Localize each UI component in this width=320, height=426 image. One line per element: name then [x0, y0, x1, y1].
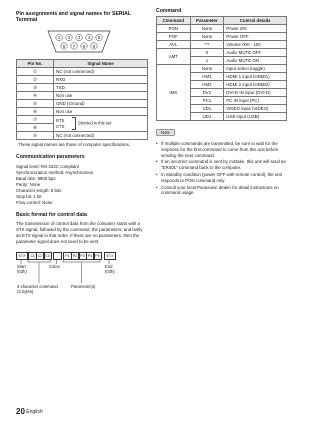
detail-cell: Power ON	[224, 25, 287, 33]
pin-cell: ⑥	[17, 108, 54, 116]
signal-cell: Non use	[54, 108, 148, 116]
left-column	[16, 11, 148, 307]
param-cell: ***	[190, 41, 224, 49]
frame-box-colon: :	[53, 252, 62, 260]
table-row	[157, 41, 287, 49]
signal-rts: RTS	[56, 117, 65, 123]
footer-language: English	[26, 408, 43, 415]
detail-cell: Audio MUTE OFF	[224, 49, 287, 57]
param-cell: DV1	[190, 89, 224, 97]
comm-param: Signal level: RS-232C compliant	[16, 163, 79, 169]
note-item: • If an incorrect command is sent by mistake, this unit will send an "ER401" command back to the computer.	[156, 159, 287, 171]
note-item: • In Standby condition (power OFF with remote control), the unit responds to PON command only.	[156, 172, 287, 184]
frame-box-p1: P1	[63, 252, 72, 260]
comm-param: Parity: None	[16, 181, 41, 187]
frame-format-diagram	[16, 249, 148, 307]
pin-label: 9	[92, 43, 96, 49]
command-table	[156, 16, 287, 121]
pin-cell: ⑤	[17, 100, 54, 108]
table-row	[17, 108, 148, 116]
cmd-cell: AMT	[157, 49, 191, 65]
frame-box-stx: STX	[16, 252, 28, 260]
table-row	[17, 100, 148, 108]
frame-box-c2: C2	[36, 252, 45, 260]
command-label: 3-character command	[17, 283, 58, 289]
detail-cell: VIDEO input (VIDEO)	[224, 105, 287, 113]
pin-label: 3	[77, 35, 81, 41]
pin-cell: ①	[17, 68, 54, 76]
command-heading: Command	[156, 8, 182, 14]
pin-label: 2	[67, 35, 71, 41]
frame-box-p5: P5	[93, 252, 102, 260]
pin-heading: Pin assignments and signal names for SERIAL Terminal	[16, 11, 131, 24]
param-cell: 1	[190, 57, 224, 65]
table-row	[157, 49, 287, 57]
comm-param: Flow control: None	[16, 199, 53, 205]
pin-label: 1	[57, 35, 61, 41]
detail-cell: HDMI 2 input (HDMI2)	[224, 81, 287, 89]
start-code: (02h)	[17, 268, 27, 274]
table-row	[157, 25, 287, 33]
param-cell: 0	[190, 49, 224, 57]
signal-cell: NC (not connected)	[54, 68, 148, 76]
detail-cell: DVI-D IN input (DVI-D)	[224, 89, 287, 97]
cmd-cell: PON	[157, 25, 191, 33]
param-cell: None	[190, 65, 224, 73]
note-item: • If multiple commands are transmitted, be sure to wait for the response for the first command to come from this unit before sending the next command.	[156, 141, 287, 158]
frame-box-c1: C1	[28, 252, 37, 260]
control-details-header: Control details	[224, 17, 287, 25]
param-cell: UD1	[190, 113, 224, 121]
signal-cell: TXD	[54, 84, 148, 92]
pin-cell: ②	[17, 76, 54, 84]
end-code: (03h)	[105, 268, 115, 274]
command-bytes: (3 bytes)	[17, 288, 34, 294]
param-cell: PC1	[190, 97, 224, 105]
frame-box-p2: P2	[71, 252, 80, 260]
pin-cell: ④	[17, 92, 54, 100]
frame-box-c3: C3	[43, 252, 52, 260]
comm-param: Synchronization method: Asynchronous	[16, 169, 94, 175]
param-cell: None	[190, 25, 224, 33]
signal-name-header: Signal Name	[54, 60, 148, 68]
cmd-cell: IMS	[157, 65, 191, 121]
detail-cell: Audio MUTE ON	[224, 57, 287, 65]
signal-cell: RXD	[54, 76, 148, 84]
typical-note: These signal names are those of computer specifications.	[18, 142, 131, 148]
detail-cell: PC IN input (PC)	[224, 97, 287, 105]
table-row	[17, 68, 148, 76]
frame-connector-lines	[16, 249, 148, 307]
table-row	[17, 84, 148, 92]
page-number: 20	[16, 407, 25, 416]
frame-box-p4: P4	[86, 252, 95, 260]
table-row	[17, 76, 148, 84]
cmd-cell: AVL	[157, 41, 191, 49]
comm-param: Baud rate: 9600 bps	[16, 175, 56, 181]
connector-outline	[44, 28, 114, 55]
pin-label: 8	[82, 43, 86, 49]
pin-label: 7	[72, 43, 76, 49]
command-header: Command	[157, 17, 191, 25]
basic-format-text: The transmission of control data from the computer starts with a STX signal, followed by the command, the parameters, and lastly an ETX signal in that order. If there are no parameters, then the parameter signal does not need to be sent.	[16, 220, 143, 244]
pin-label: 6	[62, 43, 66, 49]
param-cell: None	[190, 33, 224, 41]
pin-cell: ⑧	[17, 124, 54, 132]
pin-label: 4	[87, 35, 91, 41]
pin-cell: ⑨	[17, 132, 54, 140]
pin-cell: ③	[17, 84, 54, 92]
note-list	[156, 141, 287, 196]
detail-cell: HDMI 1 input (HDMI1)	[224, 73, 287, 81]
signal-cts: CTS	[56, 123, 65, 129]
shorted-signals-cell	[54, 116, 148, 132]
param-cell: HM2	[190, 81, 224, 89]
signal-cell: NC (not connected)	[54, 132, 148, 140]
table-row	[17, 92, 148, 100]
param-cell: HM1	[190, 73, 224, 81]
pin-no-header: Pin No.	[17, 60, 54, 68]
basic-format-heading: Basic format for control data	[16, 211, 87, 218]
note-item: • Consult your local Panasonic dealer for detail instructions on command usage.	[156, 185, 287, 197]
detail-cell: USB input (USB)	[224, 113, 287, 121]
detail-cell: Volume 000 - 100	[224, 41, 287, 49]
detail-cell: Input select (toggle)	[224, 65, 287, 73]
pin-cell: ⑦	[17, 116, 54, 124]
brace-icon	[72, 117, 76, 130]
shorted-note: Shorted in this set	[78, 121, 112, 127]
cmd-cell: POF	[157, 33, 191, 41]
pin-table	[16, 59, 148, 140]
parameters-label: Parameter(s)	[71, 283, 96, 289]
serial-connector-diagram	[44, 28, 114, 55]
page-footer	[16, 407, 43, 416]
table-row	[17, 132, 148, 140]
comm-param: Character length: 8 bits	[16, 187, 62, 193]
param-cell: VD1	[190, 105, 224, 113]
frame-box-etx: ETX	[104, 252, 116, 260]
table-row	[157, 65, 287, 73]
end-label: End	[105, 263, 113, 269]
frame-box-p3: P3	[78, 252, 87, 260]
start-label: Start	[17, 263, 26, 269]
signal-cell: GND (Ground)	[54, 100, 148, 108]
right-column	[156, 8, 287, 197]
pin-label: 5	[97, 35, 101, 41]
colon-label: Colon	[49, 263, 60, 269]
parameter-header: Parameter	[190, 17, 224, 25]
comm-param: Stop bit: 1 bit	[16, 193, 42, 199]
table-row	[157, 33, 287, 41]
table-row	[17, 116, 148, 124]
note-badge: Note	[156, 129, 175, 136]
detail-cell: Power OFF	[224, 33, 287, 41]
comm-heading: Communication parameters	[16, 154, 85, 161]
signal-cell: Non use	[54, 92, 148, 100]
